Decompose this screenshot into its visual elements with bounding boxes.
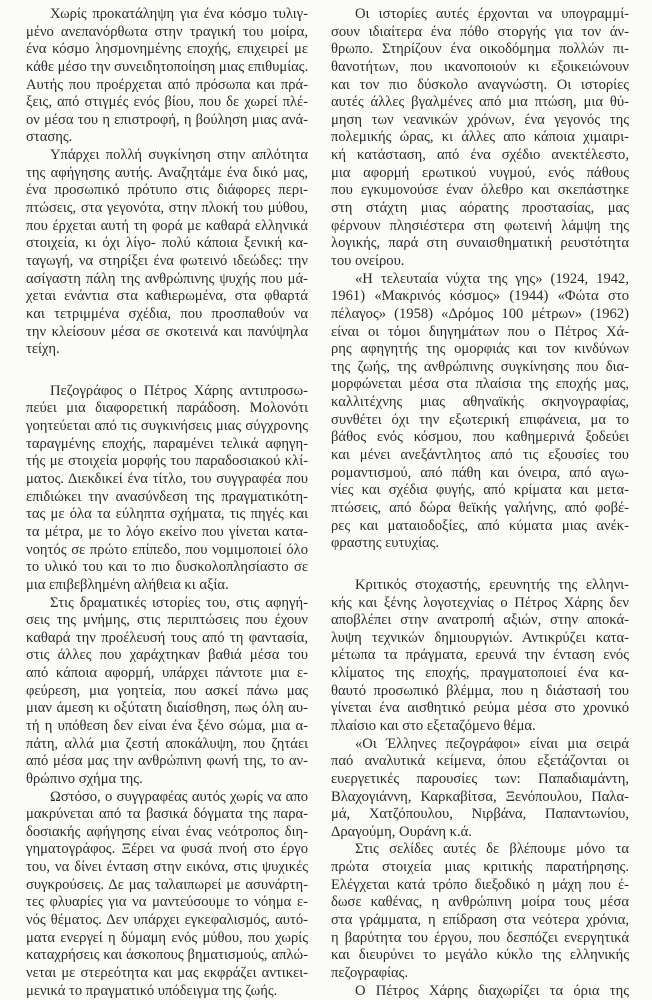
text-line: που έρχεται αυτή τη φορά με καθαρά ελληνικά <box>26 217 308 234</box>
text-line: της αφήγησης αυτής. Αναζητάμε ένα δικό μας, <box>26 164 308 181</box>
text-line: πτώσεις, από δώρα θεϊκής γαλήνης, από φοβέ- <box>331 499 629 516</box>
text-line: της ζωής, της ανθρώπινης συγκίνησης που δια- <box>331 358 629 375</box>
text-line: δοσιακής αφήγησης είναι ένας νεότροπος διη- <box>26 823 308 840</box>
section-gap <box>26 359 308 383</box>
text-line: λυψη τεχνικών δημιουργιών. Αντικρύζει κατα- <box>331 629 629 646</box>
right-column <box>331 6 629 1000</box>
text-line: χεται ενάντια στα καθιερωμένα, στα φθαρτά <box>26 288 308 305</box>
text-line: αποβλέπει στην ανατροπή αξιών, στην αποκά- <box>331 612 629 629</box>
text-line: Χωρίς προκατάληψη για ένα κόσμο τυλιγ- <box>50 6 308 22</box>
text-line: ματα ενεργεί η δύμαμη ενός μύθου, που χωρίς <box>26 929 308 946</box>
text-line: συνθέτει όχι την εξωτερική επιφάνεια, μα το <box>331 411 629 428</box>
text-line: στοιχεία, κι όχι λίγο- πολύ κάποια ξενική κα- <box>26 235 308 252</box>
text-line: Κριτικός στοχαστής, ερευνητής της ελληνι- <box>355 576 629 593</box>
text-line: κλίματος της εποχής, πραγματοποιεί ένα κα- <box>331 665 629 682</box>
text-line: τες φλυαρίες για να μαντεύσουμε το νόημα ε- <box>26 894 308 911</box>
text-line: μά, Χατζόπουλου, Νιρβάνα, Παπαντωνίου, <box>331 806 629 823</box>
text-line: συγκρούσεις. Δε μας ταλαιπωρεί με ασυνάρτη- <box>26 876 308 893</box>
text-line: που εγκυμονούσε έναν όλεθρο και σκεπάστηκε <box>331 182 629 199</box>
text-line: δωσε καθένας, η ανθρώπινη μοίρα τους μέσα <box>331 894 629 911</box>
text-line: ρες και ματαιοδοξίες, από κύματα μιας ανέκ- <box>331 517 629 534</box>
text-line: μακρύνεται από τα βασικά δόγματα της παρα- <box>26 806 308 823</box>
text-line: πέλαγος» (1958) «Δρόμος 100 μέτρων» (1962) <box>331 305 629 322</box>
paragraph <box>26 6 308 147</box>
text-line: η βαρύτητα του έργου, που δεσπόζει ενεργητικά <box>331 929 629 946</box>
text-line: τας με όλα τα εύληπτα σχήματα, τις πηγές και <box>26 506 308 523</box>
paragraph <box>331 6 629 271</box>
text-line: θρώπινο σχήμα της. <box>26 770 143 787</box>
text-line: μια αφορμή ερωτικού νυγμού, ενός πάθους <box>331 164 629 181</box>
text-line: στη στάχτη μιας αόρατης προστασίας, μας <box>331 200 629 217</box>
paragraph <box>331 983 629 1000</box>
text-line: ευεργετικές παρουσίες των: Παπαδιαμάντη, <box>331 770 629 787</box>
text-line: λογικής, παρά στη συναισθηματική ρευστότητα <box>331 235 629 252</box>
text-line: του, να δίνει ένταση στην εικόνα, στις ψυχικές <box>26 859 308 876</box>
text-line: θανοτήτων, που ικανοποιούν κι εξοικειώνουν <box>331 58 629 75</box>
text-line: πολεμικής ώρας, κι άλλες απο κάποια χιμαιρι- <box>331 129 629 146</box>
text-line: «Οι Έλληνες πεζογράφοι» είναι μια σειρά <box>355 735 629 752</box>
text-line: πάτη, αλλά μια ζεστή αποκάλυψη, που ζητάει <box>26 735 308 752</box>
text-line: ξεις, από στιγμές ενός βίου, που δε χωρεί πλέ- <box>26 94 308 111</box>
text-line: γηματογράφος. Ξέρει να φυσά πνοή στο έργο <box>26 841 308 858</box>
text-line: μια επιβεβλημένη αλήθεια κι αξία. <box>26 576 229 593</box>
text-line: από κάποια αφορμή, υπάρχει πάντοτε μια ε- <box>26 665 308 682</box>
text-line: μορφώνεται μέσα στα πλαίσια της εποχής μας, <box>331 376 629 393</box>
text-line: και διευρύνει το μεγάλο κύκλο της ελληνικής <box>331 947 629 964</box>
paragraph <box>26 789 308 1000</box>
text-line: φραστης ευτυχίας. <box>331 535 440 552</box>
text-line: σουν ιδιαίτερα ένα πόθο στοργής για τον άν- <box>331 23 629 40</box>
text-line: 1961) «Μακρινός κόσμος» (1944) «Φώτα στο <box>331 288 629 305</box>
text-line: τα μέτρα, με το λόγο εκείνο που γίνεται κατα- <box>26 523 308 540</box>
text-line: καταχρήσεις και άσκοπους βηματισμούς, απλώ- <box>26 947 308 964</box>
left-column <box>26 6 308 1000</box>
text-line: τής με στοιχεία μορφής του παραδοσιακού κλί- <box>26 453 308 470</box>
text-line: και τον πιο δύσκολο αναγνώστη. Οι ιστορίες <box>331 76 629 93</box>
text-line: πρώτα στοιχεία μιας κριτικής παρατήρησης. <box>331 859 629 876</box>
text-line: καθαρά την προέλευσή τους από τη φαντασία, <box>26 629 308 646</box>
text-line: Ελέγχεται κατά τρόπο διεξοδικό η μάχη που έ- <box>331 876 629 893</box>
text-line: μένο ανεπανόρθωτα στην τραγική του μοίρα, <box>26 23 308 40</box>
text-line: πεύει μια διαφορετική παράδοση. Μολονότι <box>26 400 308 417</box>
text-line: Υπάρχει πολλή συγκίνηση στην απλότητα <box>50 147 308 164</box>
paragraph <box>26 147 308 359</box>
text-line: σεις της μνήμης, στις περιπτώσεις που έχουν <box>26 612 308 629</box>
text-line: τείχη. <box>26 341 60 358</box>
text-line: κής και ξένης λογοτεχνίας ο Πέτρος Χάρης δεν <box>331 594 629 611</box>
text-line: γοητεύεται από τις συγκινήσεις μιας σύγχρονης <box>26 418 308 435</box>
paragraph <box>331 271 629 553</box>
text-line: μιαν άμεση κι οξύτατη διαίσθηση, πως όλη αυ- <box>26 700 308 717</box>
text-line: μενικά το πραγματικό υπόδειγμα της ζωής. <box>26 982 278 999</box>
text-line: γίνεται ένα αισθητικό ρεύμα μέσα στο χρονικό <box>331 700 629 717</box>
text-line: παό αναλυτικά κείμενα, όπου εξετάζονται οι <box>331 753 629 770</box>
text-line: κή κατάσταση, από ένα σχέδιο ανεκτέλεστο, <box>331 147 629 164</box>
text-line: επιδιώκει την ανασύνδεση της πραγματικότη- <box>26 488 308 505</box>
text-line: Αυτής που προέρχεται από πρόσωπα και πρά- <box>26 76 308 93</box>
text-line: ρομαντισμού, από πάθη και όνειρα, από αγω- <box>331 464 629 481</box>
paragraph <box>26 383 308 595</box>
text-line: φεύρεση, μια γοητεία, που ασκεί πάνω μας <box>26 682 308 699</box>
text-line: στασης. <box>26 129 73 146</box>
text-line: βάθος ενός κόσμου, που καθημερινά ξοδεύει <box>331 429 629 446</box>
text-line: Βλαχογιάννη, Καρκαβίτσα, Ξενόπουλου, Παλα- <box>331 788 629 805</box>
text-line: πεζογραφίας. <box>331 964 409 981</box>
text-line: θαυτό προσωπικό βλέμμα, που η διάστασή του <box>331 682 629 699</box>
text-line: και μένει ανεξάντλητος από τις εξουσίες του <box>331 447 629 464</box>
paragraph <box>331 841 629 982</box>
text-line: του ονείρου. <box>331 252 405 269</box>
text-line: νίες και σχέδια φυγής, από κρίματα και μετα- <box>331 482 629 499</box>
text-line: τή η υπόθεση δεν είναι ένα ξένο σώμα, μια α- <box>26 717 308 734</box>
text-line: στις άλλες που χαράχτηκαν βαθιά μέσα του <box>26 647 308 664</box>
text-line: το υλικό του και το πιο δυσκολοπλησίαστο σε <box>26 559 308 576</box>
text-line: ταγωγή, να στηρίξει ένα φωτεινό ιδεώδες: την <box>26 252 308 269</box>
text-line: ρης αφηγητής της ομορφιάς και τον κινδύνων <box>331 341 629 358</box>
text-line: στα γράμματα, η επίδραση στα νεότερα χρόνια, <box>331 912 629 929</box>
text-line: Ωστόσο, ο συγγραφέας αυτός χωρίς να απο <box>50 788 308 805</box>
paragraph <box>26 595 308 789</box>
text-line: ον μέσα του η επιστροφή, η βούληση μιας ανά- <box>26 111 308 128</box>
text-line: Στις δραματικές ιστορίες του, στις αφηγή- <box>50 594 308 611</box>
text-line: πλαίσιο και στο εξεταζόμενο θέμα. <box>331 717 536 734</box>
text-line: ένα κόσμο λησμονημένης εποχής, επιχειρεί με <box>26 41 308 58</box>
text-line: ταραγμένης εποχής, παραμένει τελικά αφηγη- <box>26 435 308 452</box>
text-line: αυτές άλλες βγαλμένες από μια πτώση, μια θύ- <box>331 94 629 111</box>
text-line: θρωπο. Στηρίζουν ένα οικοδόμημα πολλών πι- <box>331 41 629 58</box>
text-line: Πεζογράφος ο Πέτρος Χάρης αντιπροσω- <box>50 382 308 399</box>
text-line: και τετριμμένα σχέδια, που προσπαθούν να <box>26 305 308 322</box>
text-line: πτώσεις, στα γεγονότα, στην πλοκή του μύθου, <box>26 200 308 217</box>
text-line: ασίγαστη πάλη της ανθρώπινης ψυχής που μά- <box>26 270 308 287</box>
text-line: είναι οι τόμοι διηγημάτων που ο Πέτρος Χά- <box>331 323 629 340</box>
text-line: Στις σελίδες αυτές δε βλέπουμε μόνο τα <box>355 841 629 858</box>
text-line: νός θέματος. Δεν υπάρχει εγκεφαλισμός, αυτό- <box>26 912 308 929</box>
text-line: μηση των νεανικών χρόνων, ένα γεγονός της <box>331 111 629 128</box>
text-line: την κλείσουν μέσα σε σκοτεινά και πανύψηλα <box>26 323 308 340</box>
text-line: «Η τελευταία νύχτα της γης» (1924, 1942, <box>355 270 629 287</box>
section-gap <box>331 553 629 577</box>
text-line: ματος. Διεκδικεί ένα τίτλο, του συγγραφέα που <box>26 471 308 488</box>
text-line: φέρνουν πλησιέστερα στη φωτεινή λάμψη της <box>331 217 629 234</box>
text-line: νοητός σε πρώτο επίπεδο, που νομιμοποιεί όλο <box>26 541 308 558</box>
text-line: από μέσα μας την ανθρώπινη φωνή της, το αν- <box>26 753 308 770</box>
text-line: Δραγούμη, Ουράνη κ.ά. <box>331 823 472 840</box>
text-line: μέτωπα τα πράγματα, ερευνά την ένταση ενός <box>331 647 629 664</box>
paragraph <box>331 736 629 842</box>
paragraph <box>331 577 629 736</box>
text-line: καλλιτέχνης μιας αθηναϊκής σκηνογραφίας, <box>331 394 629 411</box>
text-line: νεται με στερεότητα και μας εκφράζει αντικει- <box>26 964 308 981</box>
text-line: Οι ιστορίες αυτές έρχονται να υπογραμμί- <box>355 6 629 22</box>
text-line: κάθε μέσο την συνειδητοποίηση μιας επιθυμίας. <box>26 58 309 75</box>
text-line: Ο Πέτρος Χάρης διαχωρίζει τα όρια της <box>355 982 629 999</box>
text-line: ένα προσωπικό πρότυπο στις διάφορες περι- <box>26 182 308 199</box>
